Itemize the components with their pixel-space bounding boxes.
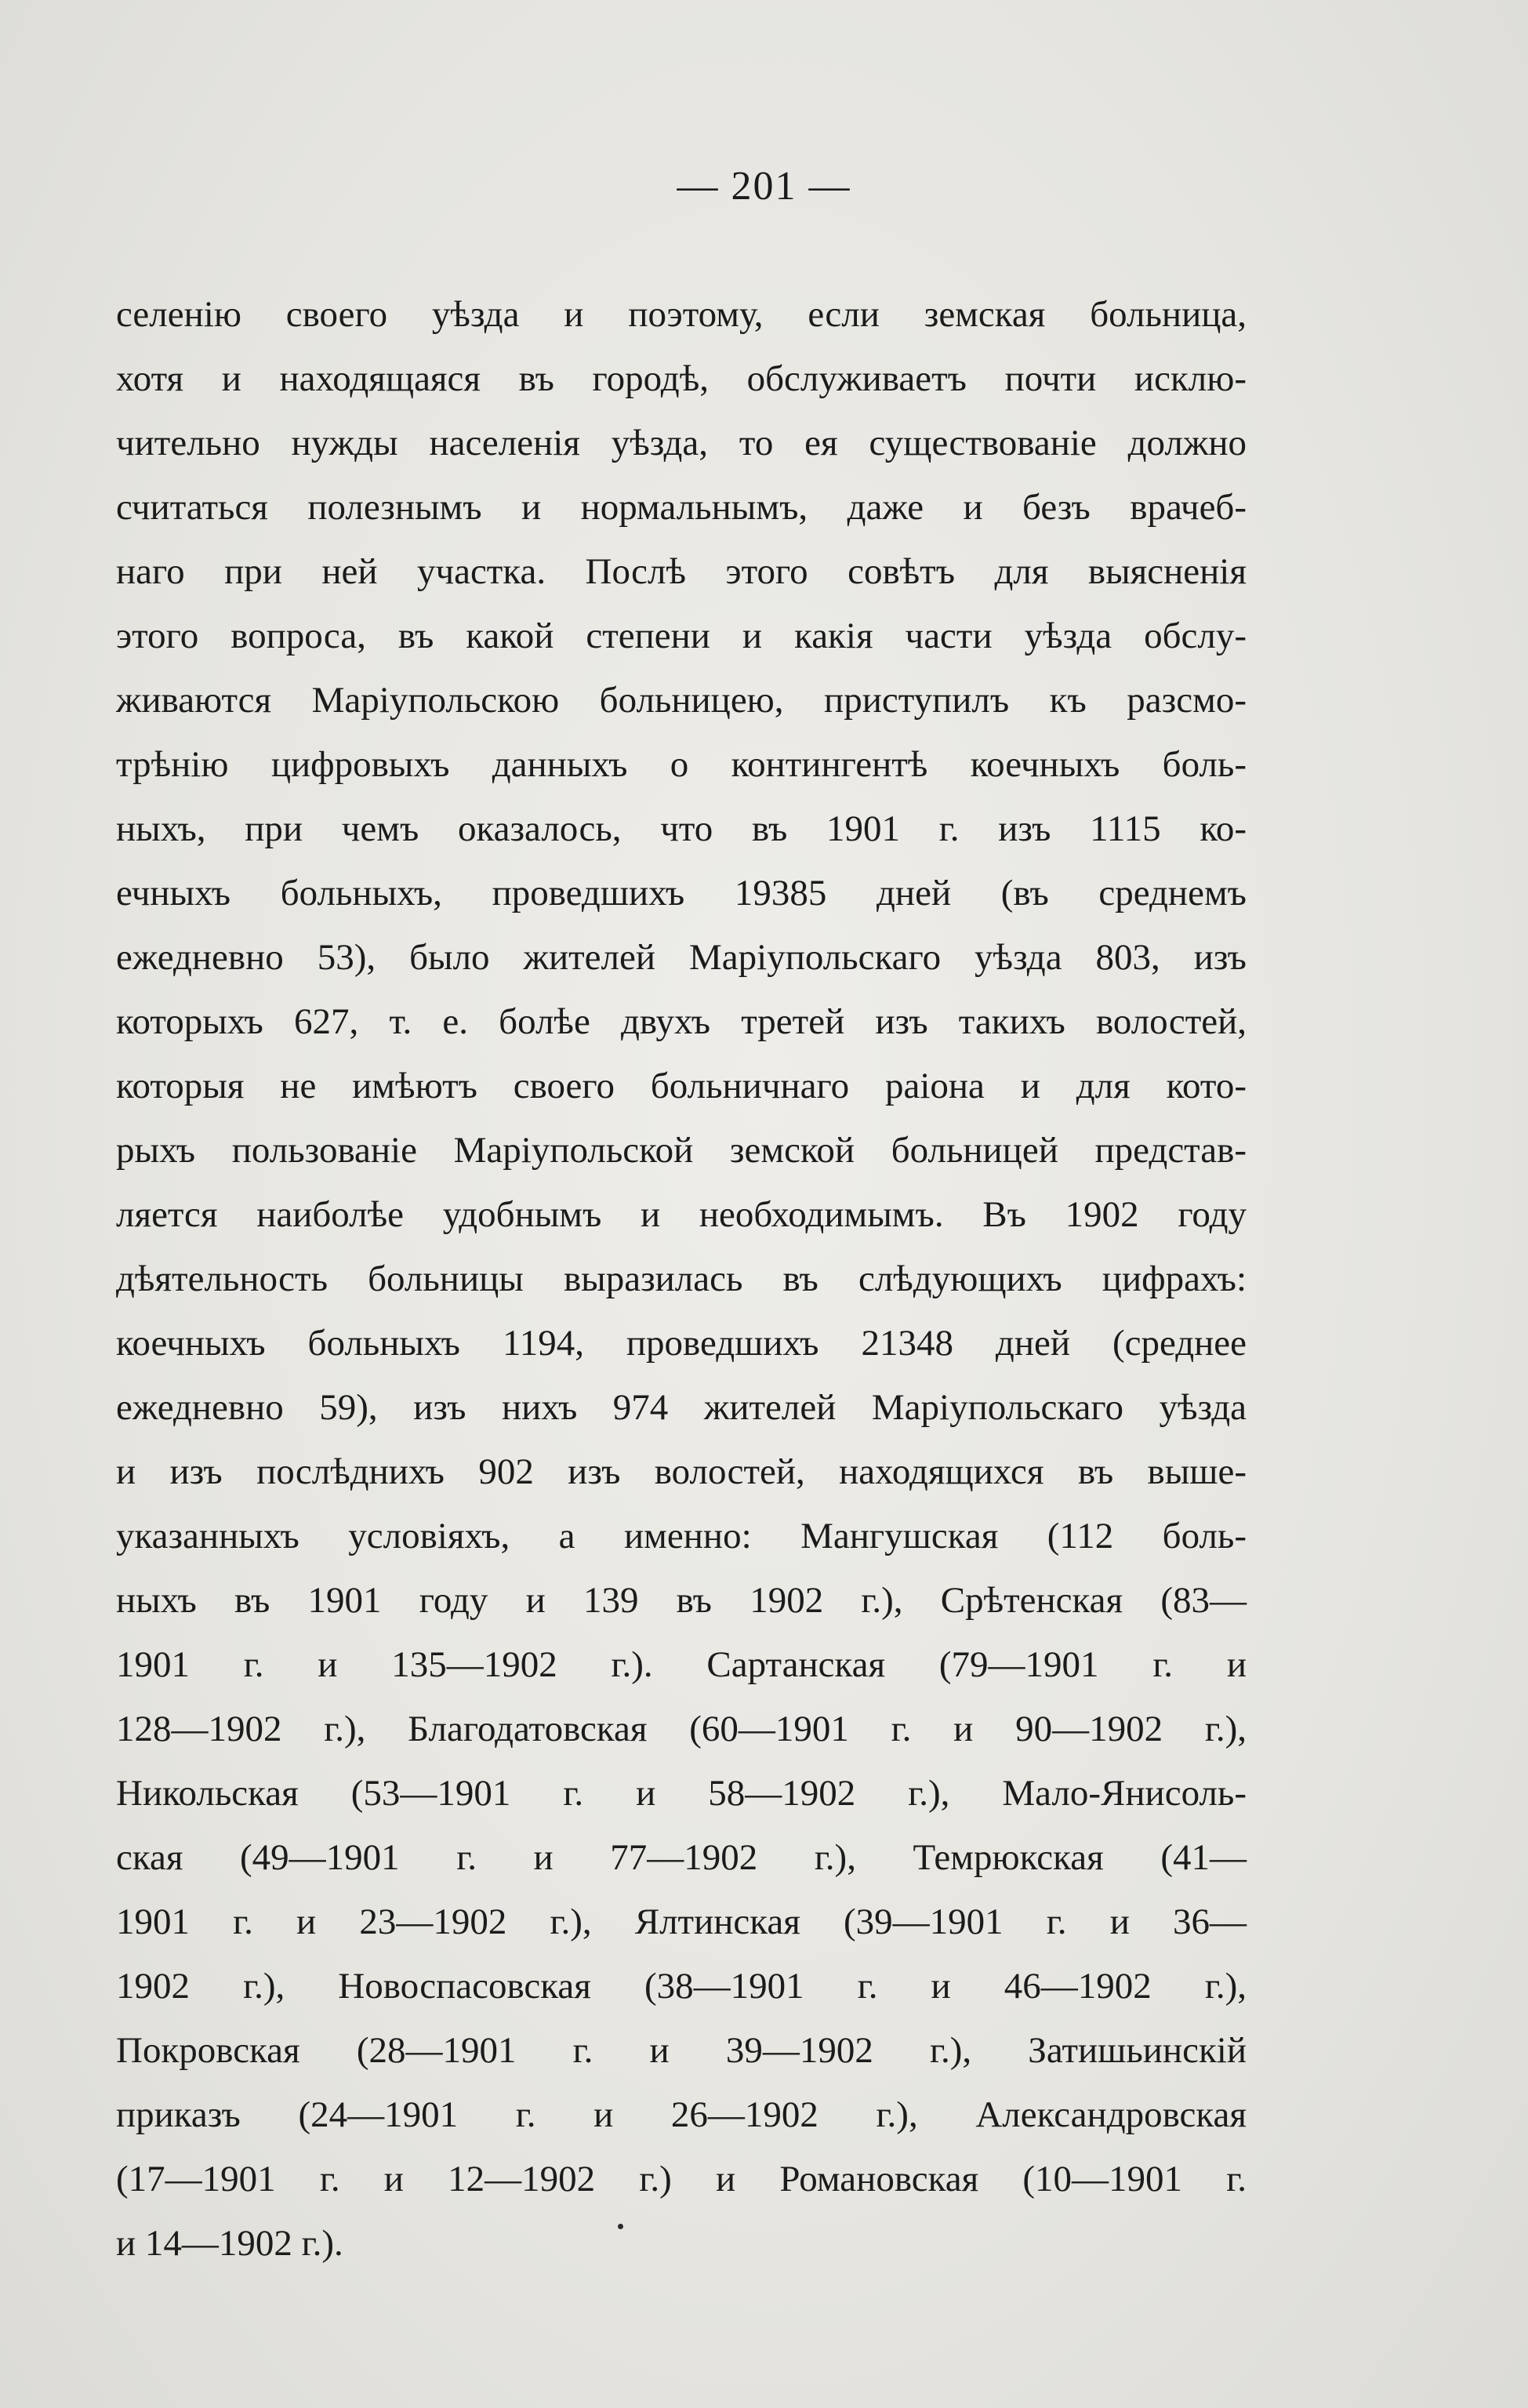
text-line: дѣятельность больницы выразилась въ слѣдующихъ цифрахъ: xyxy=(116,1258,1247,1299)
text-line: ныхъ въ 1901 году и 139 въ 1902 г.), Срѣтенская (83— xyxy=(116,1580,1247,1621)
text-line: которыхъ 627, т. е. болѣе двухъ третей изъ такихъ волостей, xyxy=(116,1001,1247,1042)
text-line: хотя и находящаяся въ городѣ, обслуживаетъ почти исклю- xyxy=(116,358,1247,399)
text-line: живаются Маріупольскою больницею, приступилъ къ разсмо- xyxy=(116,680,1247,721)
text-line: 1902 г.), Новоспасовская (38—1901 г. и 46—1902 г.), xyxy=(116,1966,1247,2007)
ink-dot xyxy=(618,2224,623,2229)
text-line: коечныхъ больныхъ 1194, проведшихъ 21348 дней (среднее xyxy=(116,1323,1247,1364)
body-text xyxy=(116,282,1247,2275)
text-line: указанныхъ условіяхъ, а именно: Мангушская (112 боль- xyxy=(116,1516,1247,1556)
text-line: которыя не имѣютъ своего больничнаго раіона и для кото- xyxy=(116,1066,1247,1106)
text-line: Покровская (28—1901 г. и 39—1902 г.), Затишьинскій xyxy=(116,2030,1247,2071)
text-line: Никольская (53—1901 г. и 58—1902 г.), Мало-Янисоль- xyxy=(116,1773,1247,1814)
text-line: ежедневно 53), было жителей Маріупольскаго уѣзда 803, изъ xyxy=(116,937,1247,978)
page-number: — 201 — xyxy=(677,164,851,209)
text-line: этого вопроса, въ какой степени и какія части уѣзда обслу- xyxy=(116,616,1247,656)
text-line: 1901 г. и 23—1902 г.), Ялтинская (39—1901 г. и 36— xyxy=(116,1901,1247,1942)
text-line: ныхъ, при чемъ оказалось, что въ 1901 г. изъ 1115 ко- xyxy=(116,808,1247,849)
text-line: 1901 г. и 135—1902 г.). Сартанская (79—1901 г. и xyxy=(116,1644,1247,1685)
text-line: ская (49—1901 г. и 77—1902 г.), Темрюкская (41— xyxy=(116,1837,1247,1878)
text-line: и изъ послѣднихъ 902 изъ волостей, находящихся въ выше- xyxy=(116,1451,1247,1492)
text-line: 128—1902 г.), Благодатовская (60—1901 г. и 90—1902 г.), xyxy=(116,1709,1247,1749)
text-line: рыхъ пользованіе Маріупольской земской больницей представ- xyxy=(116,1130,1247,1171)
text-line: ечныхъ больныхъ, проведшихъ 19385 дней (въ среднемъ xyxy=(116,873,1247,913)
text-line: (17—1901 г. и 12—1902 г.) и Романовская (10—1901 г. xyxy=(116,2159,1247,2199)
text-line: чительно нужды населенія уѣзда, то ея существованіе должно xyxy=(116,423,1247,463)
text-line: приказъ (24—1901 г. и 26—1902 г.), Александровская xyxy=(116,2094,1247,2135)
text-line: наго при ней участка. Послѣ этого совѣтъ для выясненія xyxy=(116,551,1247,592)
text-line: ляется наиболѣе удобнымъ и необходимымъ. Въ 1902 году xyxy=(116,1194,1247,1235)
text-line: ежедневно 59), изъ нихъ 974 жителей Маріупольскаго уѣзда xyxy=(116,1387,1247,1428)
text-line: трѣнію цифровыхъ данныхъ о контингентѣ коечныхъ боль- xyxy=(116,744,1247,785)
text-line: считаться полезнымъ и нормальнымъ, даже и безъ врачеб- xyxy=(116,487,1247,528)
text-line: и 14—1902 г.). xyxy=(116,2223,343,2264)
text-line: селенію своего уѣзда и поэтому, если земская больница, xyxy=(116,294,1247,335)
